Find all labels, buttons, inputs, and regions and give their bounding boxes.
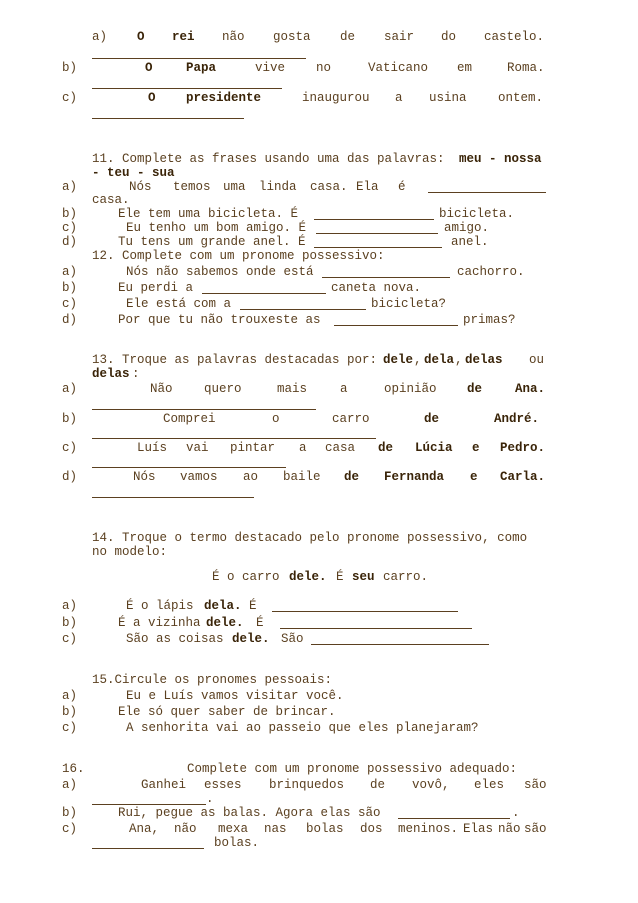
- item-label: b): [62, 616, 78, 630]
- word: vai: [186, 441, 209, 455]
- sentence-start: Eu tenho um bom amigo. É: [126, 221, 307, 235]
- highlight-word: Papa: [186, 61, 217, 75]
- word: mexa: [218, 822, 249, 836]
- word: de: [370, 778, 386, 792]
- word: Vaticano: [368, 61, 429, 75]
- item-label: b): [62, 806, 78, 820]
- word: opinião: [384, 382, 437, 396]
- ex10-item-c: [0, 89, 638, 107]
- item-label: c): [62, 632, 78, 646]
- word: não: [174, 822, 197, 836]
- word: eles: [474, 778, 505, 792]
- exercise-title: no modelo:: [92, 545, 168, 559]
- item-label: a): [62, 382, 78, 396]
- ex10-item-b: [0, 59, 638, 77]
- word-options: meu - nossa: [459, 152, 542, 166]
- ex13-item-c: [0, 439, 638, 457]
- word: ao: [243, 470, 259, 484]
- highlight-word: de: [344, 470, 360, 484]
- pronoun-option: delas: [465, 353, 503, 367]
- word: bolas.: [214, 836, 260, 850]
- word: casa.: [92, 193, 130, 207]
- highlight-word: O: [145, 61, 153, 75]
- exercise-title: 13. Troque as palavras destacadas por:: [92, 353, 378, 367]
- word: Nós: [129, 180, 152, 194]
- word: brinquedos: [269, 778, 345, 792]
- item-label: a): [62, 265, 78, 279]
- highlight-word: e: [472, 441, 480, 455]
- word: linda: [259, 180, 297, 194]
- highlight-word: presidente: [186, 91, 262, 105]
- sentence-end: cachorro.: [457, 265, 525, 279]
- sentence-end: bicicleta?: [371, 297, 447, 311]
- word: a: [299, 441, 307, 455]
- word: casa.: [310, 180, 348, 194]
- model-text: carro.: [383, 570, 429, 584]
- model-text: É: [336, 570, 344, 584]
- answer-line[interactable]: [202, 293, 326, 294]
- item-label: b): [62, 705, 78, 719]
- highlight-word: Carla.: [500, 470, 546, 484]
- word: são: [524, 778, 547, 792]
- answer-line[interactable]: [272, 611, 458, 612]
- word: uma: [223, 180, 246, 194]
- pronoun-option: delas: [92, 367, 130, 381]
- word: vamos: [180, 470, 218, 484]
- highlight-word: Fernanda: [384, 470, 445, 484]
- sentence-end: amigo.: [444, 221, 490, 235]
- word: Nós: [133, 470, 156, 484]
- answer-line[interactable]: [311, 644, 489, 645]
- exercise-title: 15.Circule os pronomes pessoais:: [92, 673, 333, 687]
- ex14-title-cont: [0, 543, 638, 561]
- ex10-item-a: [0, 28, 638, 46]
- sentence-start: Rui, pegue as balas. Agora elas são: [118, 806, 381, 820]
- ex15-item-c: [0, 719, 638, 737]
- item-label: b): [62, 281, 78, 295]
- word: bolas: [306, 822, 344, 836]
- word: Não: [150, 382, 173, 396]
- highlight-word: e: [470, 470, 478, 484]
- ex13-title: 13. Troque as palavras destacadas por: dele , dela , delas ou: [92, 353, 545, 367]
- sentence-start: Ele tem uma bicicleta. É: [118, 207, 299, 221]
- word: Comprei: [163, 412, 216, 426]
- highlight-word: rei: [172, 30, 195, 44]
- word: .: [512, 806, 520, 820]
- exercise-title: 11. Complete as frases usando uma das palavras:: [92, 152, 445, 166]
- sentence-end: caneta nova.: [331, 281, 422, 295]
- item-label: c): [62, 221, 78, 235]
- word: Roma.: [507, 61, 545, 75]
- highlight-word: André.: [494, 412, 540, 426]
- sentence-end: primas?: [463, 313, 516, 327]
- ex13-item-d: [0, 468, 638, 486]
- answer-line[interactable]: [92, 118, 244, 119]
- word: É a vizinha: [118, 616, 201, 630]
- word: no: [316, 61, 332, 75]
- answer-line[interactable]: [280, 628, 472, 629]
- sentence-start: Eu perdi a: [118, 281, 194, 295]
- word: É: [256, 616, 264, 630]
- highlight-word: dele.: [289, 570, 327, 584]
- word: meninos.: [398, 822, 459, 836]
- item-label: a): [92, 30, 108, 44]
- word: casa: [325, 441, 356, 455]
- answer-line[interactable]: [398, 818, 510, 819]
- word: É: [249, 599, 257, 613]
- word: a: [340, 382, 348, 396]
- highlight-word: O: [137, 30, 145, 44]
- word: não: [498, 822, 521, 836]
- word: Ganhei: [141, 778, 187, 792]
- sentence-end: bicicleta.: [439, 207, 515, 221]
- highlight-word: Ana.: [515, 382, 546, 396]
- item-label: d): [62, 313, 78, 327]
- ex12-item-d: [0, 311, 638, 329]
- word: carro: [332, 412, 370, 426]
- sentence-end: anel.: [451, 235, 489, 249]
- word: castelo.: [484, 30, 545, 44]
- word: Ela: [356, 180, 379, 194]
- word: vovô,: [412, 778, 450, 792]
- highlight-word: dele.: [206, 616, 244, 630]
- model-text: É o carro: [212, 570, 280, 584]
- answer-line[interactable]: [334, 325, 458, 326]
- word: ontem.: [498, 91, 544, 105]
- item-label: c): [62, 91, 78, 105]
- word: quero: [204, 382, 242, 396]
- word: pintar: [230, 441, 276, 455]
- highlight-word: de: [424, 412, 440, 426]
- item-label: c): [62, 822, 78, 836]
- sentence: Ele só quer saber de brincar.: [118, 705, 336, 719]
- item-label: c): [62, 441, 78, 455]
- word: do: [441, 30, 457, 44]
- answer-line[interactable]: [322, 277, 450, 278]
- ex14-item-c: [0, 630, 638, 648]
- word: baile: [283, 470, 321, 484]
- sentence: A senhorita vai ao passeio que eles planejaram?: [126, 721, 479, 735]
- item-label: a): [62, 599, 78, 613]
- item-label: a): [62, 180, 78, 194]
- item-label: b): [62, 207, 78, 221]
- highlight-word: seu: [352, 570, 375, 584]
- ex14-model: [0, 568, 638, 586]
- exercise-title: 12. Complete com um pronome possessivo:: [92, 249, 385, 263]
- word: nas: [264, 822, 287, 836]
- ex13-item-a: [0, 380, 638, 398]
- highlight-word: de: [378, 441, 394, 455]
- sentence-start: Tu tens um grande anel. É: [118, 235, 306, 249]
- word-options: - teu - sua: [92, 166, 175, 180]
- word: .: [206, 792, 214, 806]
- pronoun-option: dele: [383, 353, 414, 367]
- word: dos: [360, 822, 383, 836]
- exercise-title: Complete com um pronome possessivo adequado:: [187, 762, 518, 776]
- item-label: b): [62, 412, 78, 426]
- highlight-word: Lúcia: [415, 441, 453, 455]
- word: esses: [204, 778, 242, 792]
- word: sair: [384, 30, 415, 44]
- ex13-item-b: [0, 410, 638, 428]
- word: Ana,: [129, 822, 160, 836]
- answer-line[interactable]: [240, 309, 366, 310]
- word: usina: [429, 91, 467, 105]
- word: temos: [173, 180, 211, 194]
- sentence-start: Por que tu não trouxeste as: [118, 313, 321, 327]
- word: vive: [255, 61, 286, 75]
- highlight-word: de: [467, 382, 483, 396]
- item-label: b): [62, 61, 78, 75]
- exercise-number: 16.: [62, 762, 85, 776]
- word: ou: [529, 353, 545, 367]
- answer-line[interactable]: [92, 497, 254, 498]
- pronoun-option: dela: [424, 353, 455, 367]
- word: São: [281, 632, 304, 646]
- word: em: [457, 61, 473, 75]
- word: É o lápis: [126, 599, 194, 613]
- sentence: Eu e Luís vamos visitar você.: [126, 689, 344, 703]
- word: inaugurou: [302, 91, 370, 105]
- sentence-start: Nós não sabemos onde está: [126, 265, 314, 279]
- item-label: a): [62, 689, 78, 703]
- word: :: [132, 367, 140, 381]
- word: são: [524, 822, 547, 836]
- highlight-word: Pedro.: [500, 441, 546, 455]
- item-label: c): [62, 297, 78, 311]
- word: o: [272, 412, 280, 426]
- highlight-word: O: [148, 91, 156, 105]
- ex14-item-a: [0, 597, 638, 615]
- word: a: [395, 91, 403, 105]
- item-label: d): [62, 235, 78, 249]
- word: gosta: [273, 30, 311, 44]
- item-label: c): [62, 721, 78, 735]
- highlight-word: dele.: [232, 632, 270, 646]
- word: São as coisas: [126, 632, 224, 646]
- word: Elas: [463, 822, 494, 836]
- sentence-start: Ele está com a: [126, 297, 232, 311]
- exercise-title: 14. Troque o termo destacado pelo pronome possessivo, como: [92, 531, 528, 545]
- word: é: [398, 180, 406, 194]
- word: mais: [277, 382, 308, 396]
- word: não: [222, 30, 245, 44]
- item-label: a): [62, 778, 78, 792]
- ex16-item-c-cont: [0, 834, 638, 852]
- highlight-word: dela.: [204, 599, 242, 613]
- item-label: d): [62, 470, 78, 484]
- word: de: [340, 30, 356, 44]
- answer-line[interactable]: [92, 848, 204, 849]
- word: Luís: [137, 441, 168, 455]
